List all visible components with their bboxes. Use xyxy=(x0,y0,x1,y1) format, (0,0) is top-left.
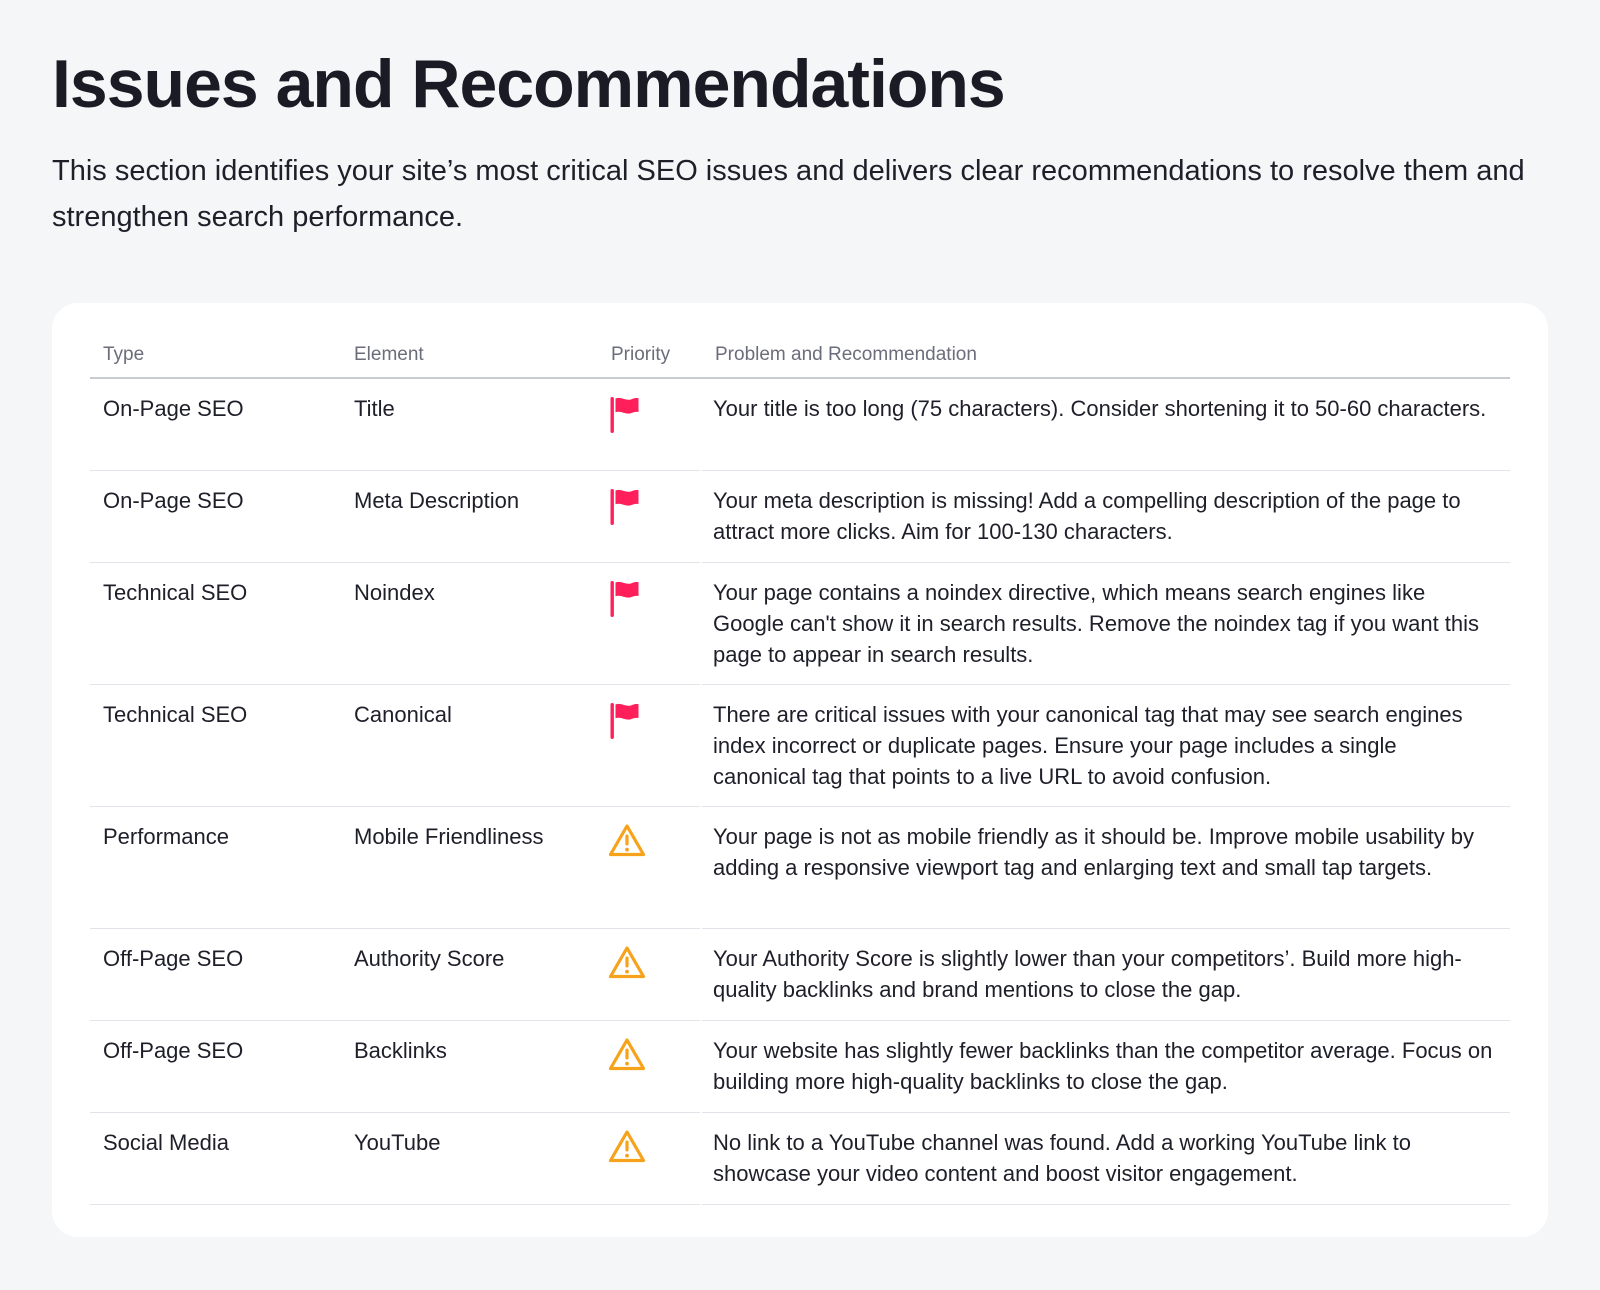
cell-type: Performance xyxy=(90,806,341,928)
cell-element: Authority Score xyxy=(341,928,598,1020)
cell-recommendation: There are critical issues with your canonical tag that may see search engines index incorrect or duplicate pages. Ensure your page includes a single canonical tag that points to a live URL to avoid confusion. xyxy=(701,684,1510,806)
table-row xyxy=(90,1112,1510,1204)
column-header-priority: Priority xyxy=(598,333,701,378)
cell-element: Backlinks xyxy=(341,1020,598,1112)
cell-type: Off-Page SEO xyxy=(90,1020,341,1112)
table-row xyxy=(90,378,1510,470)
warning-icon xyxy=(608,1037,700,1071)
issues-card xyxy=(52,303,1548,1237)
table-body xyxy=(90,378,1510,1204)
cell-recommendation: Your website has slightly fewer backlinks than the competitor average. Focus on building more high-quality backlinks to close the gap. xyxy=(701,1020,1510,1112)
table-row xyxy=(90,1020,1510,1112)
column-header-element: Element xyxy=(341,333,598,378)
cell-element: Meta Description xyxy=(341,470,598,562)
cell-priority xyxy=(598,562,701,684)
cell-type: On-Page SEO xyxy=(90,470,341,562)
warning-icon xyxy=(608,823,700,857)
cell-element: YouTube xyxy=(341,1112,598,1204)
cell-recommendation: Your Authority Score is slightly lower than your competitors’. Build more high-quality backlinks and brand mentions to close the gap. xyxy=(701,928,1510,1020)
cell-element: Mobile Friendliness xyxy=(341,806,598,928)
table-row xyxy=(90,684,1510,806)
cell-priority xyxy=(598,1020,701,1112)
column-header-type: Type xyxy=(90,333,341,378)
flag-icon xyxy=(608,395,700,435)
flag-icon xyxy=(608,487,700,527)
cell-type: Technical SEO xyxy=(90,684,341,806)
cell-element: Title xyxy=(341,378,598,470)
table-row xyxy=(90,928,1510,1020)
cell-priority xyxy=(598,684,701,806)
table-row xyxy=(90,470,1510,562)
warning-icon xyxy=(608,945,700,979)
cell-element: Noindex xyxy=(341,562,598,684)
table-header-row xyxy=(90,333,1510,378)
issues-table xyxy=(90,333,1510,1205)
flag-icon xyxy=(608,579,700,619)
column-header-recommendation: Problem and Recommendation xyxy=(701,333,1510,378)
flag-icon xyxy=(608,701,700,741)
page-title: Issues and Recommendations xyxy=(52,46,1005,122)
warning-icon xyxy=(608,1129,700,1163)
cell-type: Social Media xyxy=(90,1112,341,1204)
cell-type: Off-Page SEO xyxy=(90,928,341,1020)
cell-priority xyxy=(598,470,701,562)
cell-priority xyxy=(598,378,701,470)
table-row xyxy=(90,806,1510,928)
cell-type: On-Page SEO xyxy=(90,378,341,470)
cell-priority xyxy=(598,1112,701,1204)
cell-element: Canonical xyxy=(341,684,598,806)
cell-recommendation: No link to a YouTube channel was found. Add a working YouTube link to showcase your video content and boost visitor engagement. xyxy=(701,1112,1510,1204)
cell-recommendation: Your page is not as mobile friendly as it should be. Improve mobile usability by adding a responsive viewport tag and enlarging text and small tap targets. xyxy=(701,806,1510,928)
table-row xyxy=(90,562,1510,684)
cell-priority xyxy=(598,806,701,928)
cell-type: Technical SEO xyxy=(90,562,341,684)
cell-recommendation: Your title is too long (75 characters). Consider shortening it to 50-60 characters. xyxy=(701,378,1510,470)
cell-priority xyxy=(598,928,701,1020)
page-description: This section identifies your site’s most critical SEO issues and delivers clear recommendations to resolve them and strengthen search performance. xyxy=(52,155,1525,233)
cell-recommendation: Your page contains a noindex directive, which means search engines like Google can't show it in search results. Remove the noindex tag if you want this page to appear in search results. xyxy=(701,562,1510,684)
cell-recommendation: Your meta description is missing! Add a compelling description of the page to attract more clicks. Aim for 100-130 characters. xyxy=(701,470,1510,562)
